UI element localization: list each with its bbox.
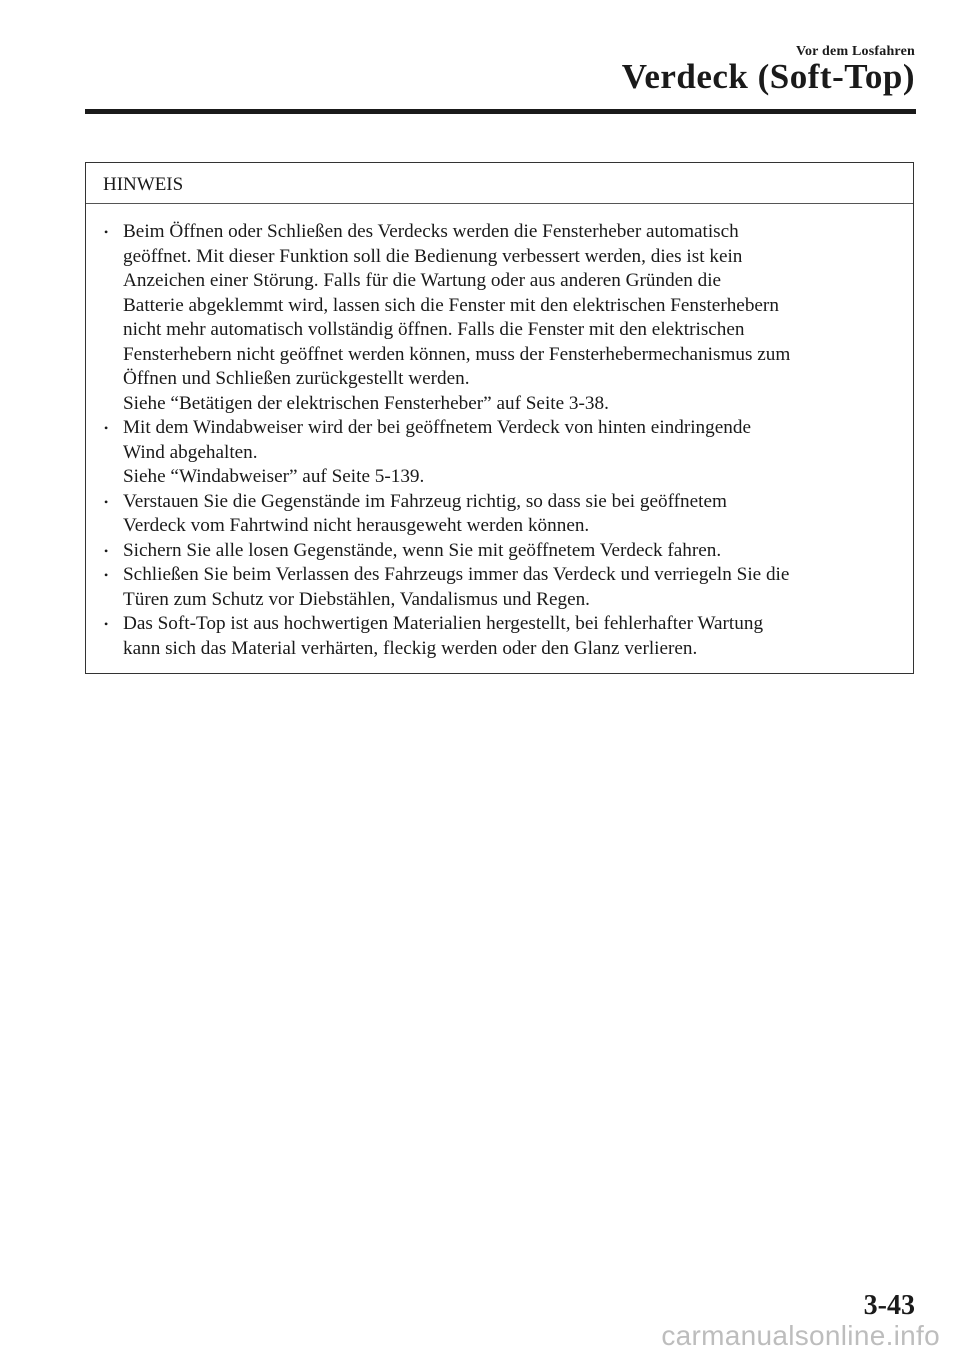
bullet-icon: • xyxy=(104,421,109,435)
note-line: Fensterhebern nicht geöffnet werden können, muss der Fensterhebermechanismus zum xyxy=(123,343,791,365)
bullet-icon: • xyxy=(104,543,109,558)
note-line: Schließen Sie beim Verlassen des Fahrzeugs immer das Verdeck und verriegeln Sie die xyxy=(123,564,790,585)
note-line: nicht mehr automatisch vollständig öffnen. Falls die Fenster mit den elektrischen xyxy=(123,319,745,340)
note-line: Siehe “Windabweiser” auf Seite 5-139. xyxy=(123,466,425,487)
note-line: kann sich das Material verhärten, fleckig werden oder den Glanz verlieren. xyxy=(123,637,698,659)
bullet-icon: • xyxy=(104,568,109,582)
note-line: geöffnet. Mit dieser Funktion soll die Bedienung verbessert werden, dies ist kein xyxy=(123,245,743,267)
note-line: Anzeichen einer Störung. Falls für die Wartung oder aus anderen Gründen die xyxy=(123,270,722,291)
note-box xyxy=(85,162,914,674)
bullet-icon: • xyxy=(104,494,109,509)
note-line: Mit dem Windabweiser wird der bei geöffnetem Verdeck von hinten eindringende xyxy=(123,417,751,438)
note-item xyxy=(102,490,905,539)
note-item xyxy=(102,220,905,416)
note-heading: HINWEIS xyxy=(86,163,913,204)
page-number: 3-43 xyxy=(863,1290,915,1321)
watermark: carmanualsonline.info xyxy=(661,1320,940,1351)
section-label: Vor dem Losfahren xyxy=(795,44,915,59)
note-item xyxy=(102,612,905,661)
note-line: Batterie abgeklemmt wird, lassen sich die Fenster mit den elektrischen Fensterhebern xyxy=(123,294,779,316)
note-line: Siehe “Betätigen der elektrischen Fensterheber” auf Seite 3-38. xyxy=(123,392,609,414)
bullet-icon: • xyxy=(104,617,109,631)
note-line: Beim Öffnen oder Schließen des Verdecks werden die Fensterheber automatisch xyxy=(123,221,739,242)
note-item xyxy=(102,539,905,564)
page-title: Verdeck (Soft-Top) xyxy=(621,57,915,96)
header-rule xyxy=(85,109,916,114)
note-line: Verdeck vom Fahrtwind nicht herausgeweht werden können. xyxy=(123,515,590,536)
note-item xyxy=(102,416,905,490)
note-line: Öffnen und Schließen zurückgestellt werden. xyxy=(123,368,470,389)
note-line: Sichern Sie alle losen Gegenstände, wenn Sie mit geöffnetem Verdeck fahren. xyxy=(123,539,722,561)
bullet-icon: • xyxy=(104,225,109,239)
note-line: Türen zum Schutz vor Diebstählen, Vandalismus und Regen. xyxy=(123,588,590,610)
note-line: Verstauen Sie die Gegenstände im Fahrzeug richtig, so dass sie bei geöffnetem xyxy=(123,490,727,512)
note-line: Wind abgehalten. xyxy=(123,441,258,463)
note-item xyxy=(102,563,905,612)
note-line: Das Soft-Top ist aus hochwertigen Materialien hergestellt, bei fehlerhafter Wartung xyxy=(123,613,764,634)
note-list xyxy=(86,204,913,673)
